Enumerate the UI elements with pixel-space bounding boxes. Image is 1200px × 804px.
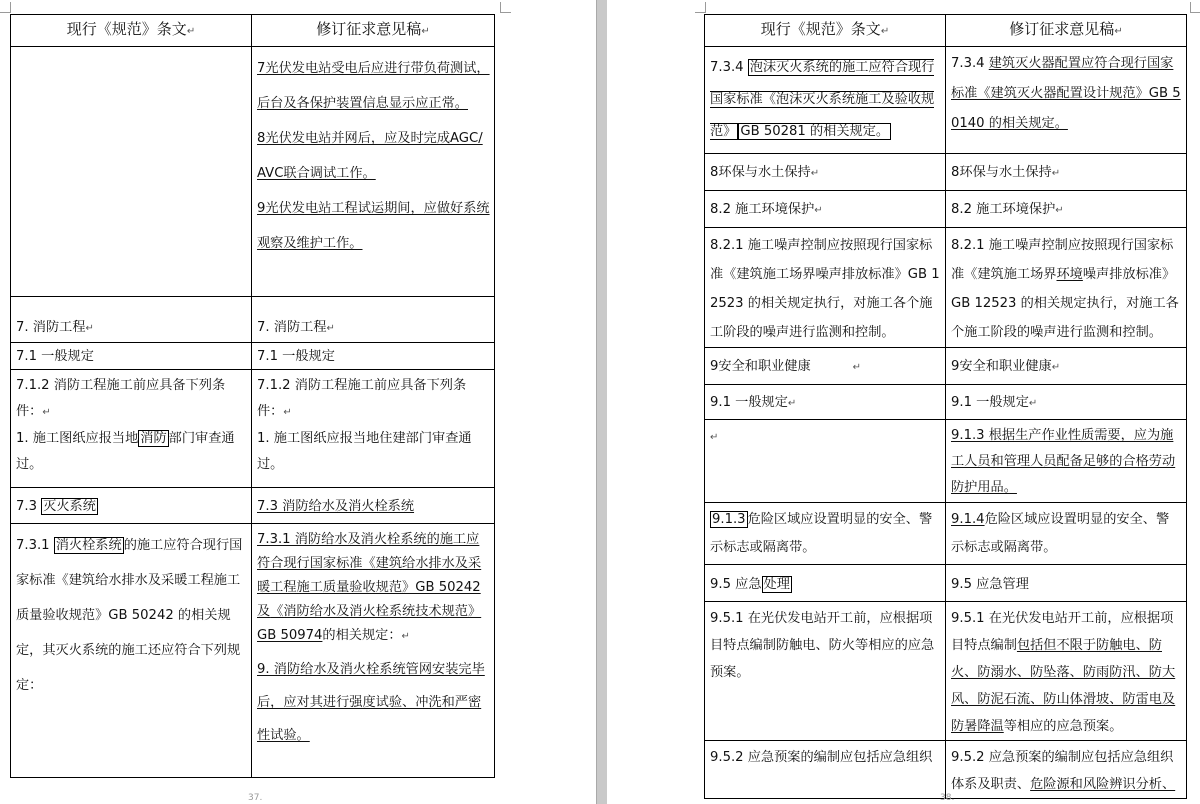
current-cell: 9.5.1 在光伏发电站开工前，应根据项目特点编制防触电、防火等相应的应急预案。 [705,602,946,741]
current-cell: 8.2 施工环境保护↵ [705,191,946,228]
page-number-right: 38. [940,793,955,803]
table-row [705,503,1187,565]
current-cell: ↵ [705,420,946,503]
current-cell: 9.5 应急 处理 [705,565,946,602]
table-row [11,370,495,488]
header-current-clause: 现行《规范》条文↵ [11,15,252,47]
revision-marked-text: 消防 [140,431,167,446]
revision-cell [252,47,495,297]
revision-cell: 9.5.2 应急预案的编制应包括应急组织体系及职责、危险源和风险辨识分析、 [946,741,1187,799]
table-row [11,524,495,778]
revision-marked-text: 处理 [763,576,790,592]
revision-cell: 9.5 应急管理 [946,565,1187,602]
comparison-table-left [10,14,495,778]
table-row [705,602,1187,741]
header-revision-draft: 修订征求意见稿↵ [946,15,1187,47]
current-cell: 7.3.1 消火栓系统 的施工应符合现行国家标准《建筑给水排水及采暖工程施工质量验收规范》GB 50242 的相关规定，其灭火系统的施工还应符合下列规定： [11,524,252,778]
revision-cell: 9.1 一般规定↵ [946,385,1187,420]
table-row [705,191,1187,228]
page-number-left: 37. [248,793,263,803]
current-cell: 9安全和职业健康 ↵ [705,348,946,385]
revision-text: 9光伏发电站工程试运期间，应做好系统观察及维护工作。 [257,201,490,251]
table-row [705,228,1187,348]
revision-cell: 7.3.4 建筑灭火器配置应符合现行国家标准《建筑灭火器配置设计规范》GB 50140 的相关规定。 [946,47,1187,154]
revision-text: 7光伏发电站受电后应进行带负荷测试，后台及各保护装置信息显示应正常。 [257,61,490,111]
header-revision-draft: 修订征求意见稿↵ [252,15,495,47]
current-cell: 7.3.4 泡沫灭火系统的施工应符合现行国家标准《泡沫灭火系统施工及验收规范》 GB 50281 的相关规定。 [705,47,946,154]
table-row [11,488,495,524]
revision-cell: 9.1.4危险区域应设置明显的安全、警示标志或隔离带。 [946,503,1187,565]
revision-marked-text: 9.1.3 [712,512,746,527]
revision-cell: 7. 消防工程↵ [252,297,495,343]
comparison-table-right [704,14,1187,799]
revision-marked-text: 灭火系统 [43,499,96,514]
current-cell: 9.1 一般规定↵ [705,385,946,420]
revision-cell: 7.1 一般规定 [252,343,495,370]
current-cell: 7.1.2 消防工程施工前应具备下列条件：↵ 1. 施工图纸应报当地 消防 部门审查通过。 [11,370,252,488]
crop-mark [1190,2,1200,13]
revision-text: 9. 消防给水及消火栓系统管网安装完毕后，应对其进行强度试验、冲洗和严密性试验。 [257,662,485,743]
current-cell: 7.3 灭火系统 [11,488,252,524]
current-cell: 7. 消防工程↵ [11,297,252,343]
revision-cell: 7.1.2 消防工程施工前应具备下列条件：↵ 1. 施工图纸应报当地住建部门审查通过。 [252,370,495,488]
revision-text: 8光伏发电站并网后，应及时完成AGC/AVC联合调试工作。 [257,131,483,181]
revision-cell: 8.2 施工环境保护↵ [946,191,1187,228]
table-row [705,741,1187,799]
table-row [705,348,1187,385]
revision-cell: 7.3.1 消防给水及消火栓系统的施工应符合现行国家标准《建筑给水排水及采暖工程施工质量验收规范》GB 50242 及《消防给水及消火栓系统技术规范》GB 50974的相关规定：↵ 9. 消防给水及消火栓系统管网安装完毕后，应对其进行强度试验、冲洗和严密性试验。 [252,524,495,778]
header-current-clause: 现行《规范》条文↵ [705,15,946,47]
crop-mark [695,2,706,13]
current-cell: 8.2.1 施工噪声控制应按照现行国家标准《建筑施工场界噪声排放标准》GB 12523 的相关规定执行，对施工各个施工阶段的噪声进行监测和控制。 [705,228,946,348]
revision-cell: 9.5.1 在光伏发电站开工前，应根据项目特点编制包括但不限于防触电、防火、防溺水、防坠落、防雨防汛、防大风、防泥石流、防山体滑坡、防雷电及防暑降温等相应的应急预案。 [946,602,1187,741]
table-header-row [11,15,495,47]
current-cell [11,47,252,297]
table-row [705,385,1187,420]
revision-cell: 9安全和职业健康↵ [946,348,1187,385]
table-row [705,420,1187,503]
current-cell: 7.1 一般规定 [11,343,252,370]
crop-mark [500,2,511,13]
revision-cell: 7.3 消防给水及消火栓系统 [252,488,495,524]
page-gutter [596,0,607,804]
table-row [11,297,495,343]
table-row [705,47,1187,154]
current-cell: 9.1.3 危险区域应设置明显的安全、警示标志或隔离带。 [705,503,946,565]
current-cell: 8环保与水土保持↵ [705,154,946,191]
table-header-row [705,15,1187,47]
revision-marked-text: GB 50281 的相关规定。 [740,124,890,139]
table-row [11,47,495,297]
table-row [11,343,495,370]
table-row [705,154,1187,191]
revision-cell: 8.2.1 施工噪声控制应按照现行国家标准《建筑施工场界环境噪声排放标准》GB 12523 的相关规定执行，对施工各个施工阶段的噪声进行监测和控制。 [946,228,1187,348]
revision-cell: 9.1.3 根据生产作业性质需要，应为施工人员和管理人员配备足够的合格劳动防护用品。 [946,420,1187,503]
crop-mark [0,2,11,13]
revision-cell: 8环保与水土保持↵ [946,154,1187,191]
page-gutter-edge [596,0,597,804]
revision-marked-text: 泡沫灭火系统的施工应符合现行国家标准《泡沫灭火系统施工及验收规范》 [710,60,935,139]
revision-marked-text: 消火栓系统 [55,538,122,553]
current-cell: 9.5.2 应急预案的编制应包括应急组织 [705,741,946,799]
table-row [705,565,1187,602]
